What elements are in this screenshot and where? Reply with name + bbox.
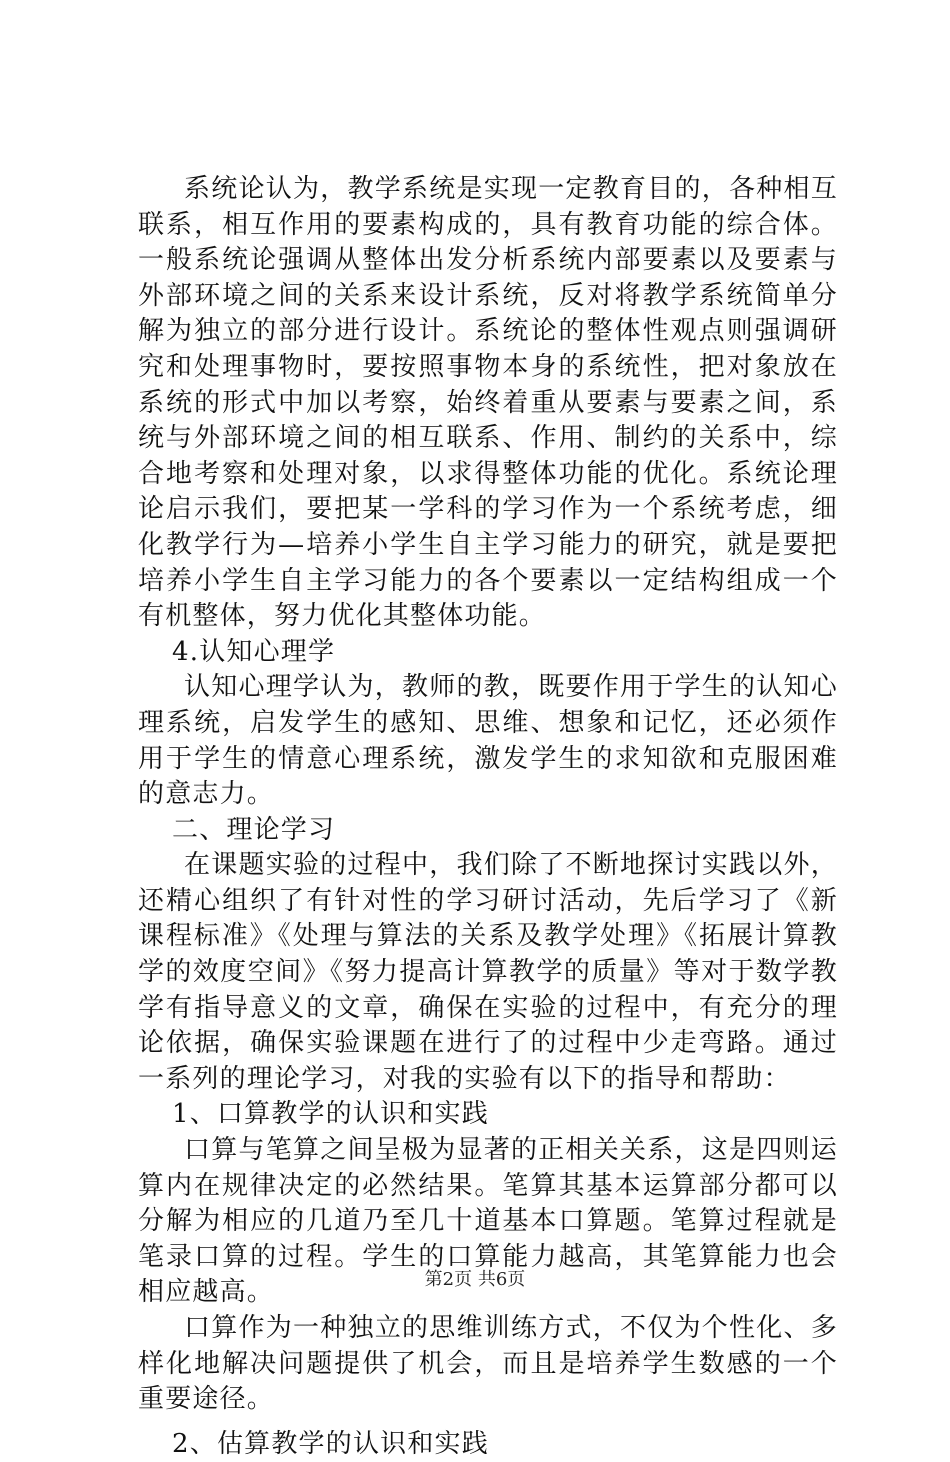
paragraph-systems-theory: 系统论认为，教学系统是实现一定教育目的，各种相互联系，相互作用的要素构成的，具有教育功能的综合体。一般系统论强调从整体出发分析系统内部要素以及要素与外部环境之间的关系来设计系统，反对将教学系统简单分解为独立的部分进行设计。系统论的整体性观点则强调研究和处理事物时，要按照事物本身的系统性，把对象放在系统的形式中加以考察，始终着重从要素与要素之间，系统与外部环境之间的相互联系、作用、制约的关系中，综合地考察和处理对象，以求得整体功能的优化。系统论理论启示我们，要把某一学科的学习作为一个系统考虑，细化教学行为—培养小学生自主学习能力的研究，就是要把培养小学生自主学习能力的各个要素以一定结构组成一个有机整体，努力优化其整体功能。 [138,174,838,632]
heading-mental-arithmetic: 1、口算教学的认识和实践 [172,1099,489,1130]
paragraph-cognitive-psychology: 认知心理学认为，教师的教，既要作用于学生的认知心理系统，启发学生的感知、思维、想象和记忆，还必须作用于学生的情意心理系统，激发学生的求知欲和克服困难的意志力。 [138,672,838,810]
paragraph-theory-study: 在课题实验的过程中，我们除了不断地探讨实践以外，还精心组织了有针对性的学习研讨活动，先后学习了《新课程标准》《处理与算法的关系及教学处理》《拓展计算教学的效度空间》《努力提高计算教学的质量》等对于数学教学有指导意义的文章，确保在实验的过程中，有充分的理论依据，确保实验课题在进行了的过程中少走弯路。通过一系列的理论学习，对我的实验有以下的指导和帮助： [138,850,838,1094]
page-number-footer: 第2页 共6页 [424,1269,526,1290]
heading-theory-study: 二、理论学习 [172,814,336,845]
heading-cognitive-psychology: 4.认知心理学 [172,636,336,667]
paragraph-mental-arithmetic-training: 口算作为一种独立的思维训练方式，不仅为个性化、多样化地解决问题提供了机会，而且是培养学生数感的一个重要途径。 [138,1313,838,1415]
heading-estimation: 2、估算教学的认识和实践 [172,1428,489,1459]
paragraph-mental-written-relation: 口算与笔算之间呈极为显著的正相关关系，这是四则运算内在规律决定的必然结果。笔算其基本运算部分都可以分解为相应的几道乃至几十道基本口算题。笔算过程就是笔录口算的过程。学生的口算能力越高，其笔算能力也会相应越高。 [138,1135,838,1308]
